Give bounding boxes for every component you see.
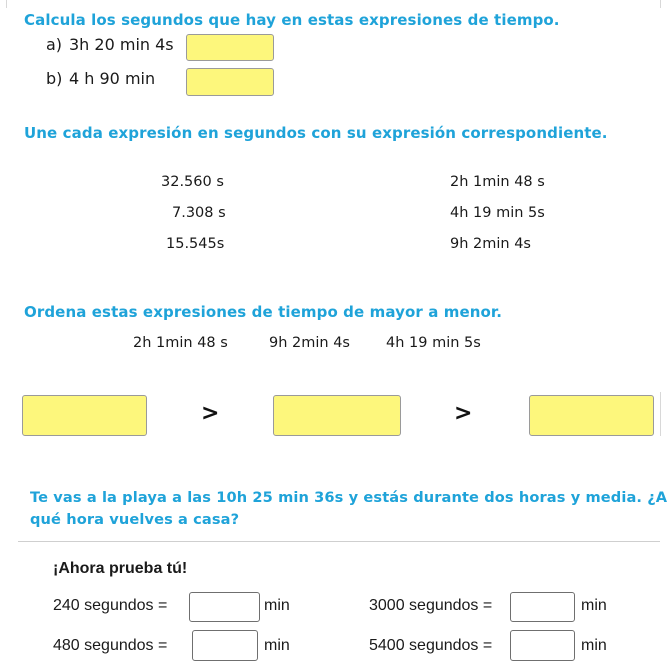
section1-heading: Calcula los segundos que hay en estas expresiones de tiempo. bbox=[24, 11, 560, 29]
practice-row2-left-unit: min bbox=[264, 637, 290, 654]
match-left-1: 32.560 s bbox=[161, 174, 224, 190]
item-a-letter: a) bbox=[46, 35, 63, 54]
greater-than-2: > bbox=[454, 401, 473, 426]
item-a-text: 3h 20 min 4s bbox=[69, 35, 174, 54]
page-edge-right bbox=[660, 0, 661, 8]
practice-row2-left-input[interactable] bbox=[192, 630, 258, 661]
section3-heading: Ordena estas expresiones de tiempo de mayor a menor. bbox=[24, 303, 503, 321]
page-edge-right-lower bbox=[660, 392, 661, 436]
practice-row2-right-unit: min bbox=[581, 637, 607, 654]
match-left-3: 15.545s bbox=[166, 236, 225, 252]
divider bbox=[18, 541, 660, 542]
order-expression-1: 2h 1min 48 s bbox=[133, 335, 228, 351]
item-b-text: 4 h 90 min bbox=[69, 69, 156, 88]
practice-row1-left-input[interactable] bbox=[189, 592, 260, 622]
item-a-answer-box[interactable] bbox=[186, 34, 274, 61]
item-b-letter: b) bbox=[46, 69, 63, 88]
order-box-3[interactable] bbox=[529, 395, 654, 436]
section4-heading-line1: Te vas a la playa a las 10h 25 min 36s y estás durante dos horas y media. ¿A bbox=[30, 489, 668, 506]
order-expression-2: 9h 2min 4s bbox=[269, 335, 350, 351]
match-right-3: 9h 2min 4s bbox=[450, 236, 531, 252]
order-box-1[interactable] bbox=[22, 395, 147, 436]
practice-row1-left-unit: min bbox=[264, 597, 290, 614]
greater-than-1: > bbox=[201, 401, 220, 426]
match-right-1: 2h 1min 48 s bbox=[450, 174, 545, 190]
practice-row2-left-label: 480 segundos = bbox=[53, 637, 168, 654]
practice-row2-right-input[interactable] bbox=[510, 630, 575, 661]
practice-row1-right-label: 3000 segundos = bbox=[369, 597, 493, 614]
practice-row1-left-label: 240 segundos = bbox=[53, 597, 168, 614]
section4-heading-line2: qué hora vuelves a casa? bbox=[30, 511, 240, 528]
practice-title: ¡Ahora prueba tú! bbox=[53, 560, 188, 577]
order-box-2[interactable] bbox=[273, 395, 401, 436]
section2-heading: Une cada expresión en segundos con su expresión correspondiente. bbox=[24, 124, 608, 142]
practice-row2-right-label: 5400 segundos = bbox=[369, 637, 493, 654]
practice-row1-right-unit: min bbox=[581, 597, 607, 614]
page-edge-left bbox=[6, 0, 7, 8]
practice-row1-right-input[interactable] bbox=[510, 592, 575, 622]
match-left-2: 7.308 s bbox=[172, 205, 226, 221]
item-b-answer-box[interactable] bbox=[186, 68, 274, 96]
order-expression-3: 4h 19 min 5s bbox=[386, 335, 481, 351]
match-right-2: 4h 19 min 5s bbox=[450, 205, 545, 221]
